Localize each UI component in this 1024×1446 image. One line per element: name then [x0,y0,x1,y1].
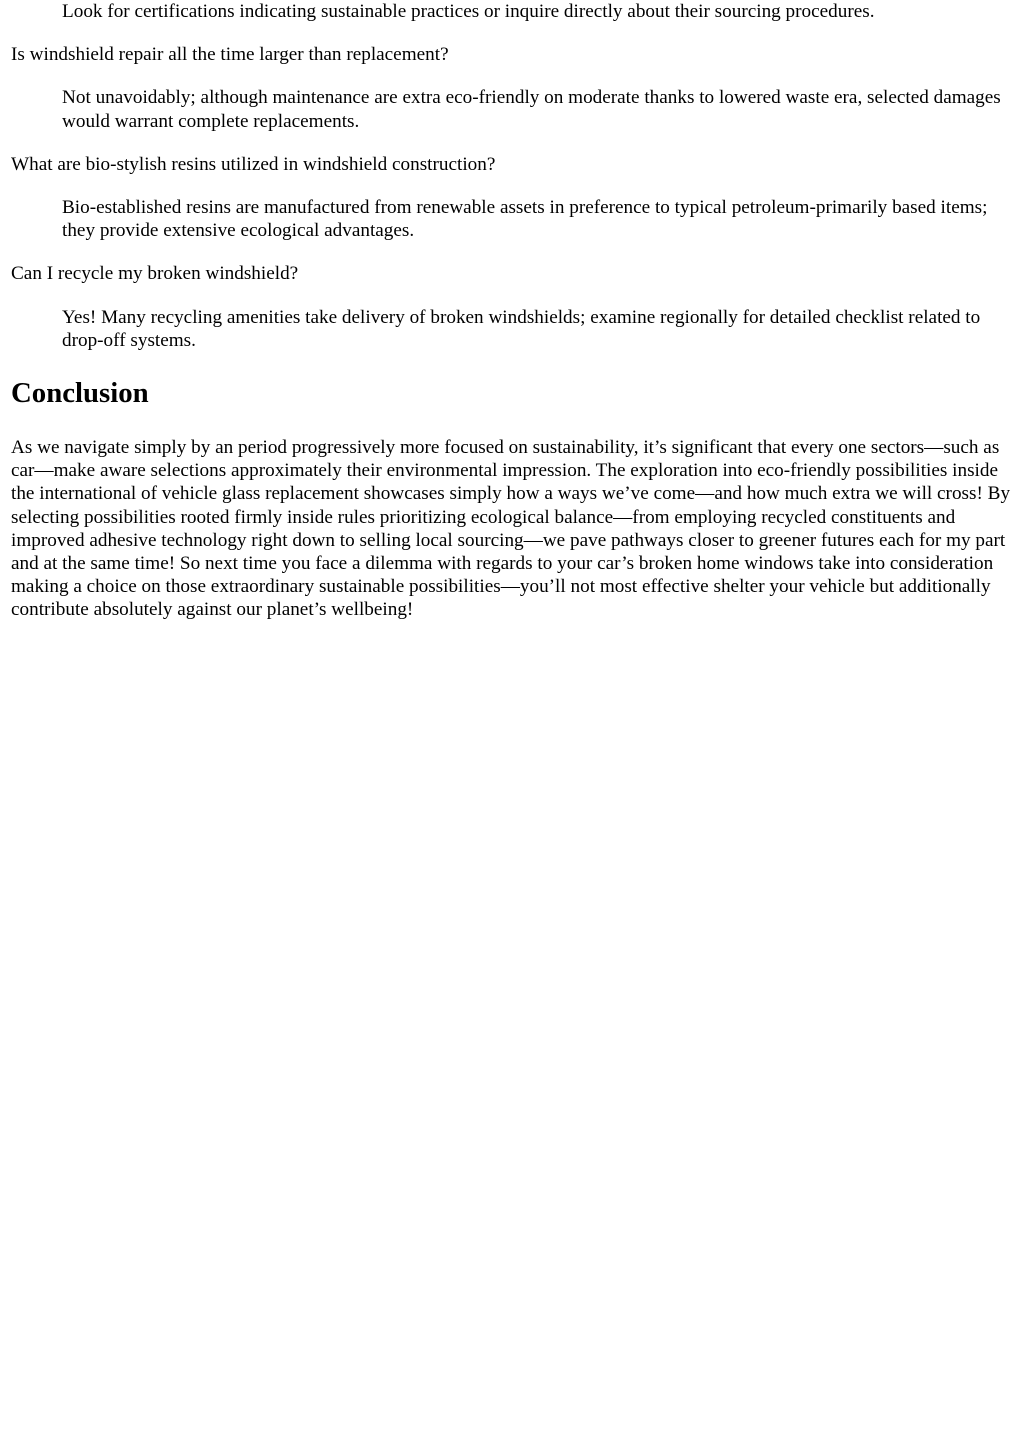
faq-question-4: Can I recycle my broken windshield? [11,263,299,285]
faq-question-2: Is windshield repair all the time larger than replacement? [11,44,449,66]
faq-answer-1: Look for certifications indicating sustainable practices or inquire directly about their sourcing procedures. [62,1,875,22]
conclusion-section [11,377,1016,622]
conclusion-paragraph: As we navigate simply by an period progressively more focused on sustainability, it’s significant that every one sectors—such as car—make aware selections approximately their environmental impression. The exploration into eco-friendly possibilities inside the international of vehicle glass replacement showcases simply how a ways we’ve come—and how much extra we will cross! By selecting possibilities rooted firmly inside rules prioritizing ecological balance—from employing recycled constituents and improved adhesive technology right down to selling local sourcing—we pave pathways closer to greener futures each for my part and at the same time! So next time you face a dilemma with regards to your car’s broken home windows take into consideration making a choice on those extraordinary sustainable possibilities—you’ll not most effective shelter your vehicle but additionally contribute absolutely against our planet’s wellbeing! [11,437,1011,621]
faq-section [11,0,1016,352]
conclusion-heading: Conclusion [11,377,149,410]
faq-answer-3: Bio-established resins are manufactured from renewable assets in preference to typical petroleum-primarily based items; they provide extensive ecological advantages. [62,197,988,242]
faq-question-3: What are bio-stylish resins utilized in windshield construction? [11,153,496,175]
faq-answer-4: Yes! Many recycling amenities take delivery of broken windshields; examine regionally for detailed checklist related to drop-off systems. [62,306,981,351]
faq-answer-2: Not unavoidably; although maintenance are extra eco-friendly on moderate thanks to lowered waste era, selected damages would warrant complete replacements. [62,87,1001,132]
